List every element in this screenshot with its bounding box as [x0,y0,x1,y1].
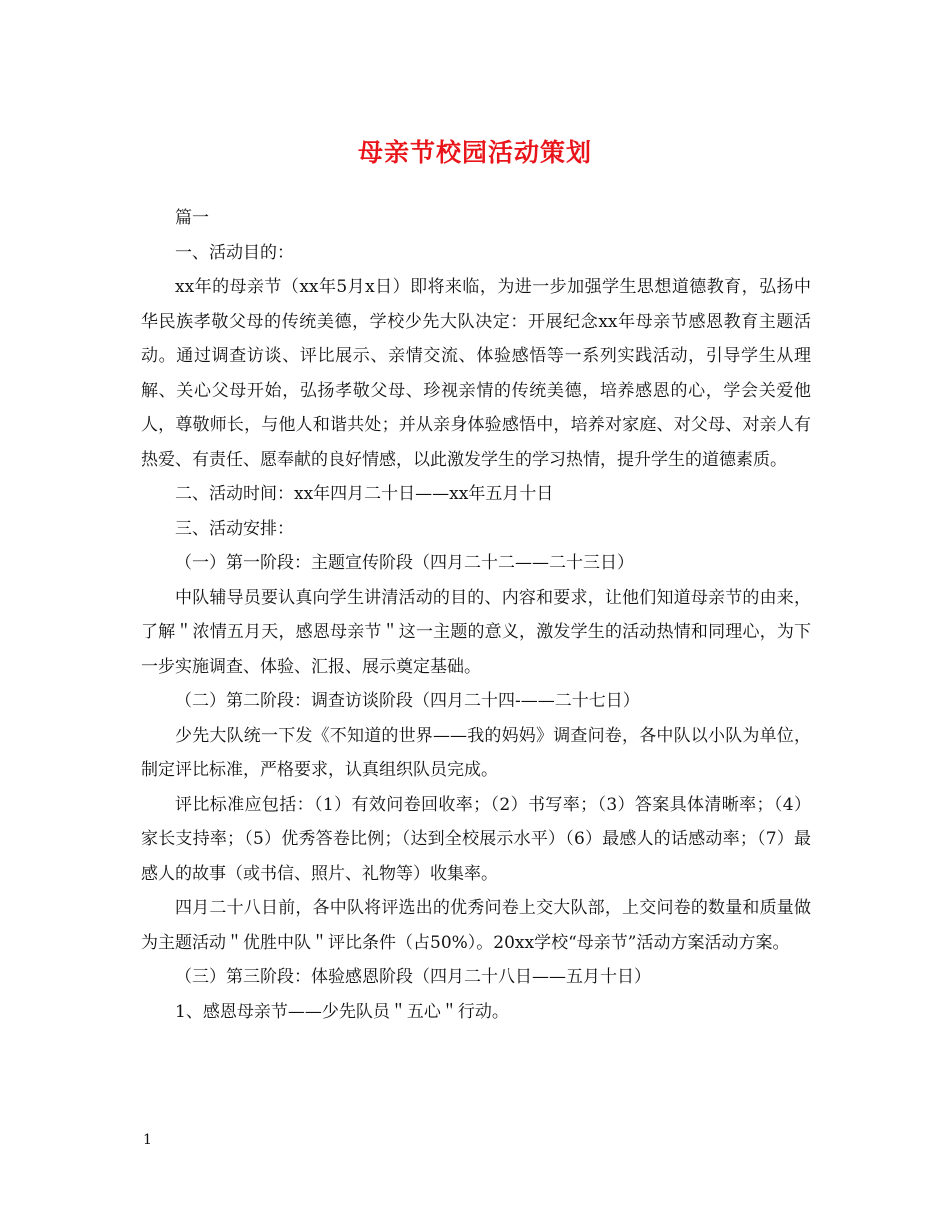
heading-stage-two: （二）第二阶段：调查访谈阶段（四月二十四-——二十七日） [175,691,640,711]
section-label: 篇一 [175,208,209,228]
page-number: 1 [143,1132,152,1148]
paragraph-survey: 少先大队统一下发《不知道的世界——我的妈妈》调查问卷，各中队以小队为单位，制定评比标准，严格要求，认真组织队员完成。 [141,725,811,780]
heading-stage-three: （三）第三阶段：体验感恩阶段（四月二十八日——五月十日） [175,967,651,987]
paragraph-submission: 四月二十八日前，各中队将评选出的优秀问卷上交大队部，上交问卷的数量和质量做为主题活动＂优胜中队＂评比条件（占50%）。20xx学校“母亲节”活动方案活动方案。 [141,898,811,953]
paragraph-stage-one: 中队辅导员要认真向学生讲清活动的目的、内容和要求，让他们知道母亲节的由来，了解＂浓情五月天，感恩母亲节＂这一主题的意义，激发学生的活动热情和同理心，为下一步实施调查、体验、汇报、展示奠定基础。 [141,587,811,677]
document-title: 母亲节校园活动策划 [357,138,592,167]
paragraph-action: 1、感恩母亲节——少先队员＂五心＂行动。 [175,1001,509,1022]
paragraph-criteria: 评比标准应包括：（1）有效问卷回收率；（2）书写率；（3）答案具体清晰率；（4）家长支持率；（5）优秀答卷比例；（达到全校展示水平）（6）最感人的话感动率；（7）最感人的故事（或书信、照片、礼物等）收集率。 [141,794,811,884]
paragraph-purpose: xx年的母亲节（xx年5月x日）即将来临，为进一步加强学生思想道德教育，弘扬中华民族孝敬父母的传统美德，学校少先大队决定：开展纪念xx年母亲节感恩教育主题活动。通过调查访谈、评比展示、亲情交流、体验感悟等一系列实践活动，引导学生从理解、关心父母开始，弘扬孝敬父母、珍视亲情的传统美德，培养感恩的心，学会关爱他人，尊敬师长，与他人和谐共处；并从亲身体验感悟中，培养对家庭、对父母、对亲人有热爱、有责任、愿奉献的良好情感，以此激发学生的学习热情，提升学生的道德素质。 [141,277,811,470]
heading-time: 二、活动时间：xx年四月二十日——xx年五月十日 [175,484,554,504]
heading-stage-one: （一）第一阶段：主题宣传阶段（四月二十二——二十三日） [175,553,634,573]
document-body [141,201,811,1029]
heading-arrangement: 三、活动安排： [175,518,294,539]
heading-purpose: 一、活动目的： [175,242,294,263]
